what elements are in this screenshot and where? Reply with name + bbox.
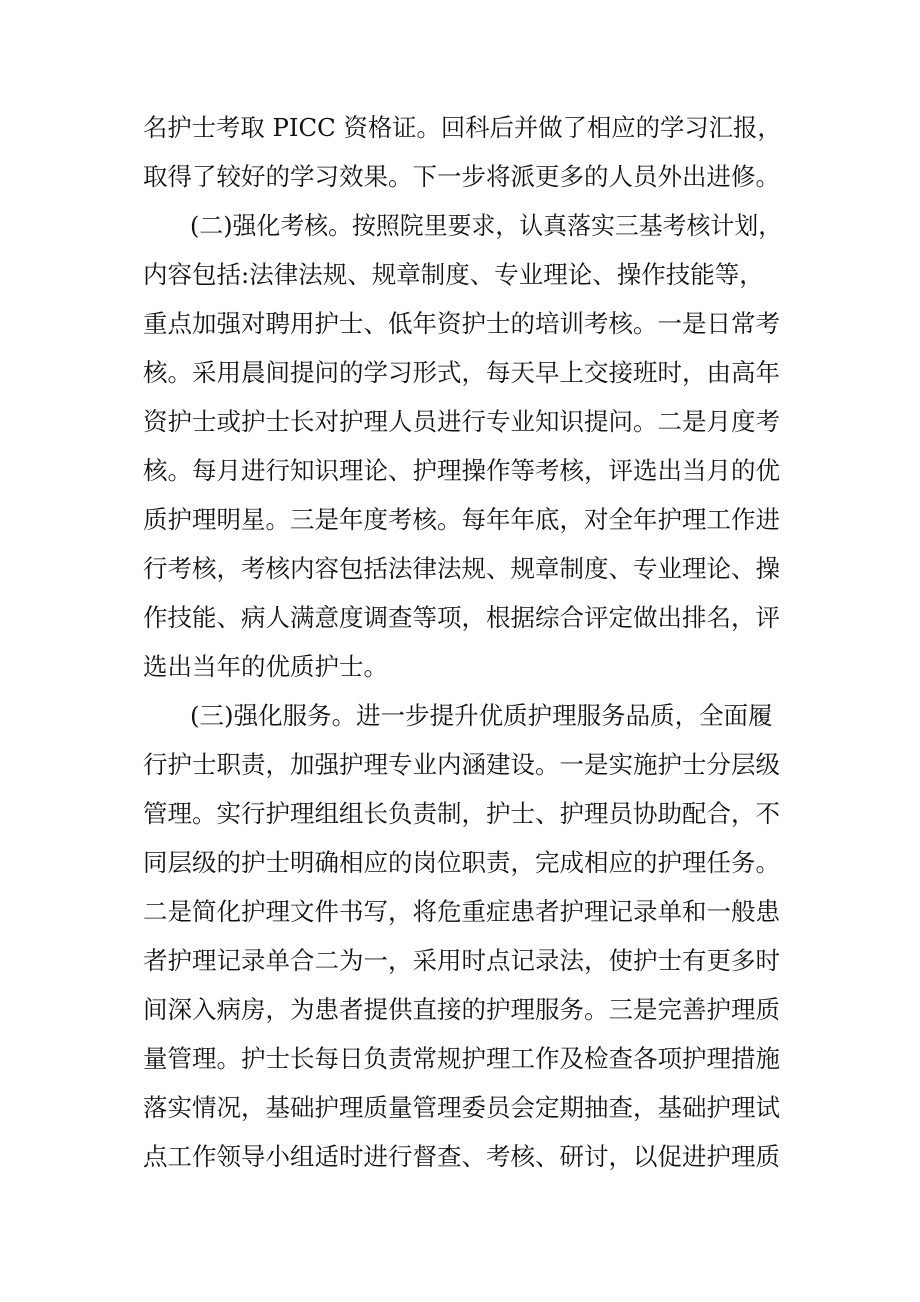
text-line: 核。采用晨间提问的学习形式，每天早上交接班时，由高年 xyxy=(143,358,780,387)
text-line: 落实情况，基础护理质量管理委员会定期抽查，基础护理试 xyxy=(143,1093,780,1122)
text-line: 间深入病房，为患者提供直接的护理服务。三是完善护理质 xyxy=(143,995,780,1024)
text-line: 者护理记录单合二为一，采用时点记录法，使护士有更多时 xyxy=(143,946,780,975)
text-line: 行考核，考核内容包括法律法规、规章制度、专业理论、操 xyxy=(143,554,780,583)
text-line: 取得了较好的学习效果。下一步将派更多的人员外出进修。 xyxy=(143,162,780,191)
text-line: 作技能、病人满意度调查等项，根据综合评定做出排名，评 xyxy=(143,603,780,632)
text-line: 资护士或护士长对护理人员进行专业知识提问。二是月度考 xyxy=(143,407,780,436)
text-line: 点工作领导小组适时进行督查、考核、研讨，以促进护理质 xyxy=(143,1142,780,1171)
text-line: 内容包括:法律法规、规章制度、专业理论、操作技能等， xyxy=(143,260,764,289)
text-line: 核。每月进行知识理论、护理操作等考核，评选出当月的优 xyxy=(143,456,780,485)
text-line: 重点加强对聘用护士、低年资护士的培训考核。一是日常考 xyxy=(143,309,780,338)
text-line: 管理。实行护理组组长负责制，护士、护理员协助配合，不 xyxy=(143,799,780,828)
section-heading-line: (三)强化服务。进一步提升优质护理服务品质，全面履 xyxy=(190,701,773,730)
text-line: 量管理。护士长每日负责常规护理工作及检查各项护理措施 xyxy=(143,1044,780,1073)
text-line: 行护士职责，加强护理专业内涵建设。一是实施护士分层级 xyxy=(143,750,780,779)
text-line: 质护理明星。三是年度考核。每年年底，对全年护理工作进 xyxy=(143,505,780,534)
text-line: 二是简化护理文件书写，将危重症患者护理记录单和一般患 xyxy=(143,897,780,926)
text-line: 名护士考取 PICC 资格证。回科后并做了相应的学习汇报， xyxy=(143,113,782,142)
text-line: 同层级的护士明确相应的岗位职责，完成相应的护理任务。 xyxy=(143,848,780,877)
section-heading-line: (二)强化考核。按照院里要求，认真落实三基考核计划， xyxy=(190,211,783,240)
text-line: 选出当年的优质护士。 xyxy=(143,652,388,681)
